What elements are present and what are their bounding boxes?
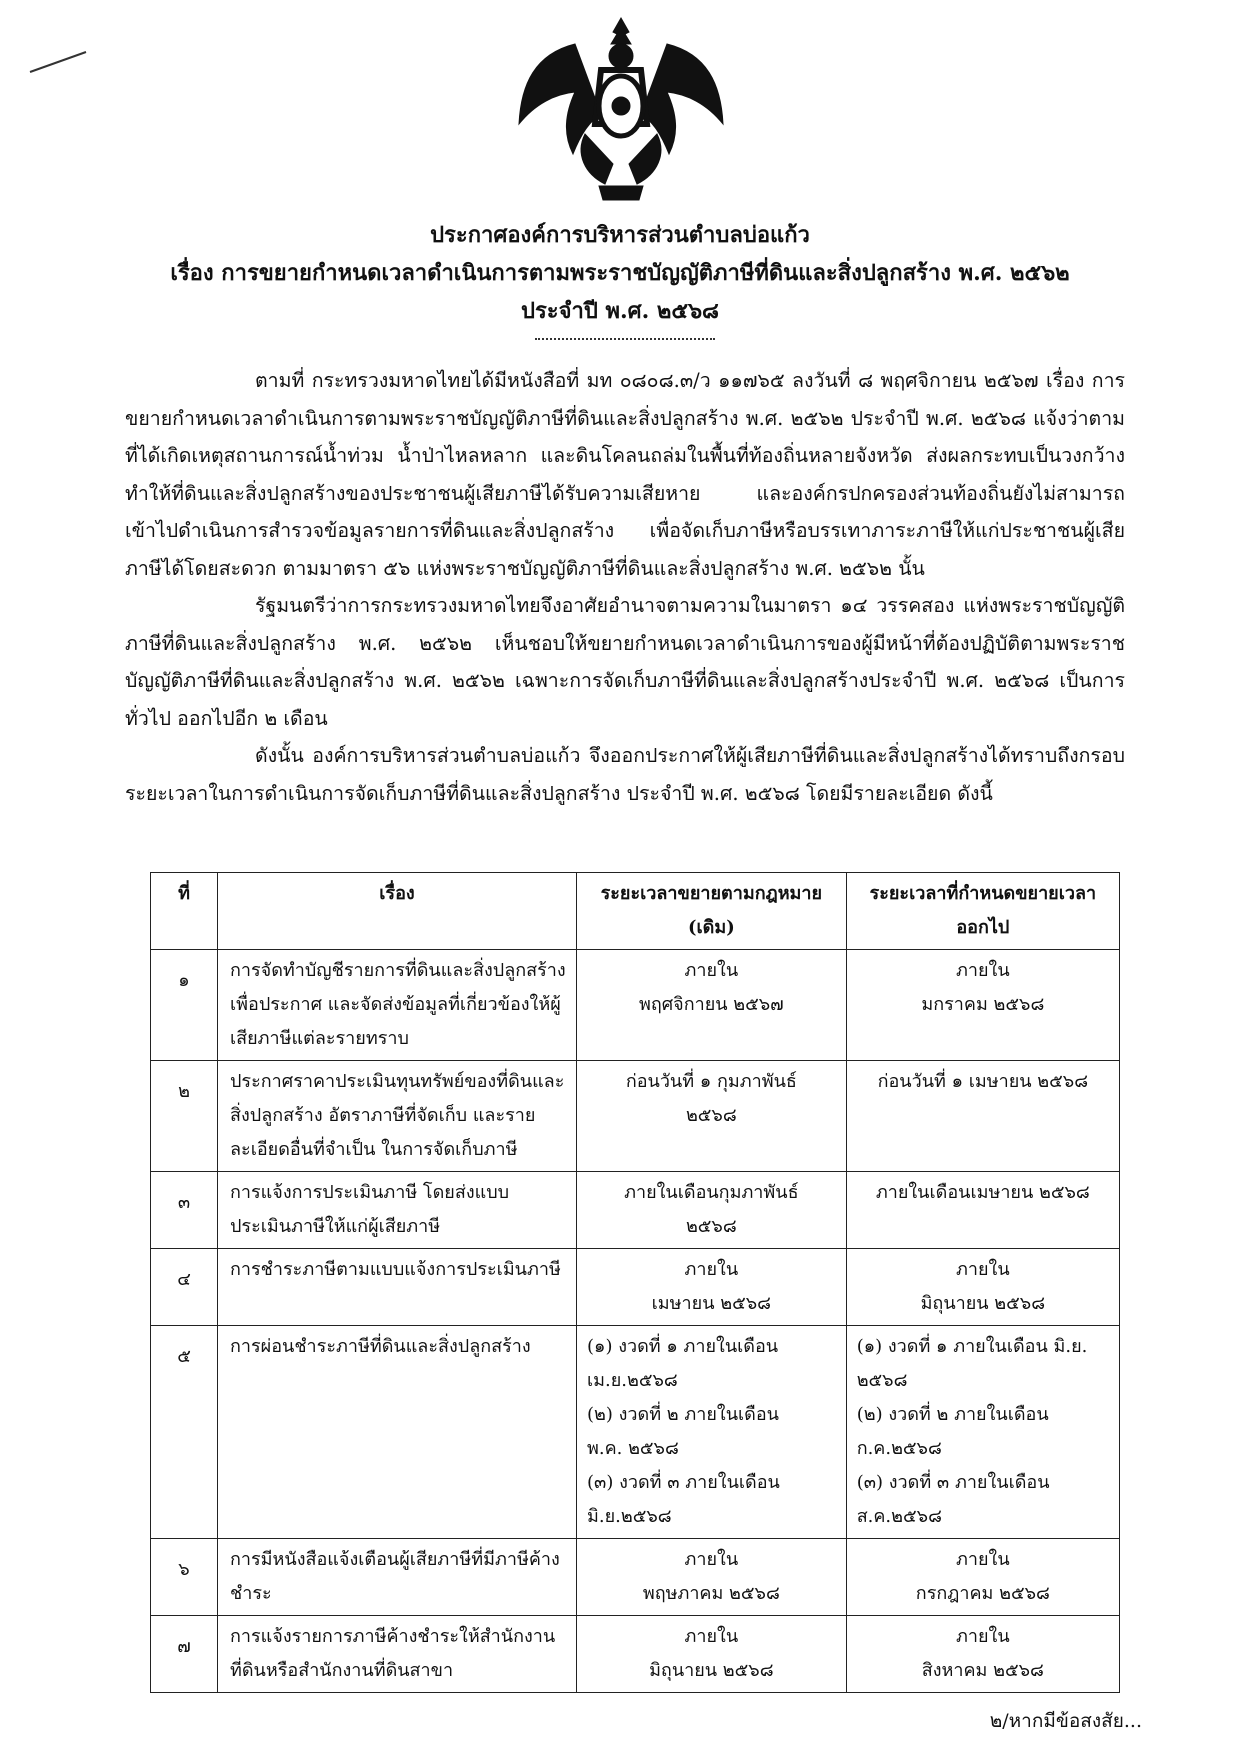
title-separator: [535, 338, 715, 340]
paragraph-1: ตามที่ กระทรวงมหาดไทยได้มีหนังสือที่ มท ๐๘๐๘.๓/ว ๑๑๗๖๕ ลงวันที่ ๘ พฤศจิกายน ๒๕๖๗ เรื่อง การขยายกำหนดเวลาดำเนินการตามพระราชบัญญัติภาษีที่ดินและสิ่งปลูกสร้าง พ.ศ. ๒๕๖๒ ประจำปี พ.ศ. ๒๕๖๘ แจ้งว่าตามที่ได้เกิดเหตุสถานการณ์น้ำท่วม น้ำป่าไหลหลาก และดินโคลนถล่มในพื้นที่ท้องถิ่นหลายจังหวัด ส่งผลกระทบเป็นวงกว้างทำให้ที่ดินและสิ่งปลูกสร้างของประชาชนผู้เสียภาษีได้รับความเสียหาย และองค์กรปกครองส่วนท้องถิ่นยังไม่สามารถเข้าไปดำเนินการสำรวจข้อมูลรายการที่ดินและสิ่งปลูกสร้าง เพื่อจัดเก็บภาษีหรือบรรเทาภาระภาษีให้แก่ประชาชนผู้เสียภาษีได้โดยสะดวก ตามมาตรา ๕๖ แห่งพระราชบัญญัติภาษีที่ดินและสิ่งปลูกสร้าง พ.ศ. ๒๕๖๒ นั้น: [125, 369, 1125, 580]
header-old-period: ระยะเวลาขยายตามกฎหมาย (เดิม): [577, 873, 847, 950]
table-row: [151, 1326, 1120, 1539]
period-line: มกราคม ๒๕๖๘: [921, 994, 1045, 1015]
period-line: (๑) งวดที่ ๑ ภายในเดือน มิ.ย.: [856, 1336, 1088, 1357]
row-new-period: [846, 1539, 1119, 1616]
period-line: ๒๕๖๘: [856, 1370, 908, 1391]
period-line: มิ.ย.๒๕๖๘: [587, 1506, 672, 1527]
row-new-period: [846, 1616, 1119, 1693]
row-old-period: [577, 1326, 847, 1539]
period-line: สิงหาคม ๒๕๖๘: [921, 1660, 1044, 1681]
row-new-period: [846, 1326, 1119, 1539]
row-new-period: [846, 1249, 1119, 1326]
row-new-period: [846, 950, 1119, 1061]
period-line: เม.ย.๒๕๖๘: [587, 1370, 678, 1391]
row-topic: การชำระภาษีตามแบบแจ้งการประเมินภาษี: [218, 1249, 577, 1326]
row-number: ๑: [151, 950, 218, 1061]
period-line: ภายใน: [956, 1259, 1010, 1280]
row-old-period: [577, 1172, 847, 1249]
row-old-period: [577, 950, 847, 1061]
period-line: (๑) งวดที่ ๑ ภายในเดือน: [587, 1336, 779, 1357]
row-topic: การจัดทำบัญชีรายการที่ดินและสิ่งปลูกสร้างเพื่อประกาศ และจัดส่งข้อมูลที่เกี่ยวข้องให้ผู้เสียภาษีแต่ละรายทราบ: [218, 950, 577, 1061]
period-line: ส.ค.๒๕๖๘: [856, 1506, 942, 1527]
row-new-period: [846, 1061, 1119, 1172]
period-line: ภายใน: [684, 960, 739, 981]
period-line: มิถุนายน ๒๕๖๘: [649, 1660, 774, 1681]
period-line: (๒) งวดที่ ๒ ภายในเดือน: [856, 1404, 1049, 1425]
table-row: [151, 1172, 1120, 1249]
announcement-subject: เรื่อง การขยายกำหนดเวลาดำเนินการตามพระราชบัญญัติภาษีที่ดินและสิ่งปลูกสร้าง พ.ศ. ๒๕๖๒: [170, 260, 1070, 286]
row-topic: ประกาศราคาประเมินทุนทรัพย์ของที่ดินและสิ่งปลูกสร้าง อัตราภาษีที่จัดเก็บ และรายละเอียดอื่นที่จำเป็น ในการจัดเก็บภาษี: [218, 1061, 577, 1172]
garuda-emblem-icon: [515, 14, 727, 204]
period-line: ภายในเดือนเมษายน ๒๕๖๘: [875, 1182, 1090, 1203]
row-new-period: [846, 1172, 1119, 1249]
pen-scratch-mark: [28, 48, 88, 76]
period-line: ๒๕๖๘: [685, 1216, 737, 1237]
table-row: [151, 1539, 1120, 1616]
period-line: ก่อนวันที่ ๑ กุมภาพันธ์: [625, 1071, 797, 1092]
header-new-period: ระยะเวลาที่กำหนดขยายเวลาออกไป: [846, 873, 1119, 950]
announcement-body: [125, 362, 1125, 812]
row-topic: การแจ้งรายการภาษีค้างชำระให้สำนักงานที่ดินหรือสำนักงานที่ดินสาขา: [218, 1616, 577, 1693]
announcement-year: ประจำปี พ.ศ. ๒๕๖๘: [521, 298, 719, 324]
header-topic: เรื่อง: [218, 873, 577, 950]
period-line: ภายใน: [956, 960, 1010, 981]
period-line: เมษายน ๒๕๖๘: [651, 1293, 772, 1314]
header-no: ที่: [151, 873, 218, 950]
schedule-table: [150, 872, 1120, 1693]
paragraph-3: ดังนั้น องค์การบริหารส่วนตำบลบ่อแก้ว จึงออกประกาศให้ผู้เสียภาษีที่ดินและสิ่งปลูกสร้างได้ทราบถึงกรอบระยะเวลาในการดำเนินการจัดเก็บภาษีที่ดินและสิ่งปลูกสร้าง ประจำปี พ.ศ. ๒๕๖๘ โดยมีรายละเอียด ดังนี้: [125, 744, 1125, 805]
row-number: ๔: [151, 1249, 218, 1326]
period-line: พ.ค. ๒๕๖๘: [587, 1438, 679, 1459]
row-old-period: [577, 1249, 847, 1326]
period-line: (๒) งวดที่ ๒ ภายในเดือน: [587, 1404, 779, 1425]
period-line: พฤศจิกายน ๒๕๖๗: [638, 994, 784, 1015]
row-topic: การผ่อนชำระภาษีที่ดินและสิ่งปลูกสร้าง: [218, 1326, 577, 1539]
period-line: กรกฎาคม ๒๕๖๘: [915, 1583, 1050, 1604]
row-number: ๓: [151, 1172, 218, 1249]
continued-marker: ๒/หากมีข้อสงสัย...: [989, 1710, 1142, 1732]
row-number: ๖: [151, 1539, 218, 1616]
period-line: (๓) งวดที่ ๓ ภายในเดือน: [587, 1472, 780, 1493]
row-number: ๕: [151, 1326, 218, 1539]
row-old-period: [577, 1061, 847, 1172]
table-header-row: [151, 873, 1120, 950]
row-old-period: [577, 1616, 847, 1693]
period-line: พฤษภาคม ๒๕๖๘: [642, 1583, 780, 1604]
period-line: มิถุนายน ๒๕๖๘: [920, 1293, 1046, 1314]
period-line: ภายใน: [956, 1626, 1010, 1647]
row-topic: การแจ้งการประเมินภาษี โดยส่งแบบประเมินภาษีให้แก่ผู้เสียภาษี: [218, 1172, 577, 1249]
period-line: ภายใน: [684, 1626, 739, 1647]
announcement-title: ประกาศองค์การบริหารส่วนตำบลบ่อแก้ว: [430, 222, 810, 248]
table-row: [151, 1616, 1120, 1693]
period-line: ก่อนวันที่ ๑ เมษายน ๒๕๖๘: [877, 1071, 1089, 1092]
table-row: [151, 1249, 1120, 1326]
row-topic: การมีหนังสือแจ้งเตือนผู้เสียภาษีที่มีภาษีค้างชำระ: [218, 1539, 577, 1616]
period-line: ภายในเดือนกุมภาพันธ์: [624, 1182, 799, 1203]
table-row: [151, 1061, 1120, 1172]
period-line: ก.ค.๒๕๖๘: [856, 1438, 942, 1459]
table-row: [151, 950, 1120, 1061]
period-line: (๓) งวดที่ ๓ ภายในเดือน: [856, 1472, 1050, 1493]
paragraph-2: รัฐมนตรีว่าการกระทรวงมหาดไทยจึงอาศัยอำนาจตามความในมาตรา ๑๔ วรรคสอง แห่งพระราชบัญญัติภาษีที่ดินและสิ่งปลูกสร้าง พ.ศ. ๒๕๖๒ เห็นชอบให้ขยายกำหนดเวลาดำเนินการของผู้มีหน้าที่ต้องปฏิบัติตามพระราชบัญญัติภาษีที่ดินและสิ่งปลูกสร้าง พ.ศ. ๒๕๖๒ เฉพาะการจัดเก็บภาษีที่ดินและสิ่งปลูกสร้างประจำปี พ.ศ. ๒๕๖๘ เป็นการทั่วไป ออกไปอีก ๒ เดือน: [125, 594, 1125, 730]
period-line: ๒๕๖๘: [685, 1105, 737, 1126]
row-old-period: [577, 1539, 847, 1616]
period-line: ภายใน: [684, 1259, 739, 1280]
period-line: ภายใน: [684, 1549, 739, 1570]
row-number: ๒: [151, 1061, 218, 1172]
period-line: ภายใน: [956, 1549, 1010, 1570]
row-number: ๗: [151, 1616, 218, 1693]
